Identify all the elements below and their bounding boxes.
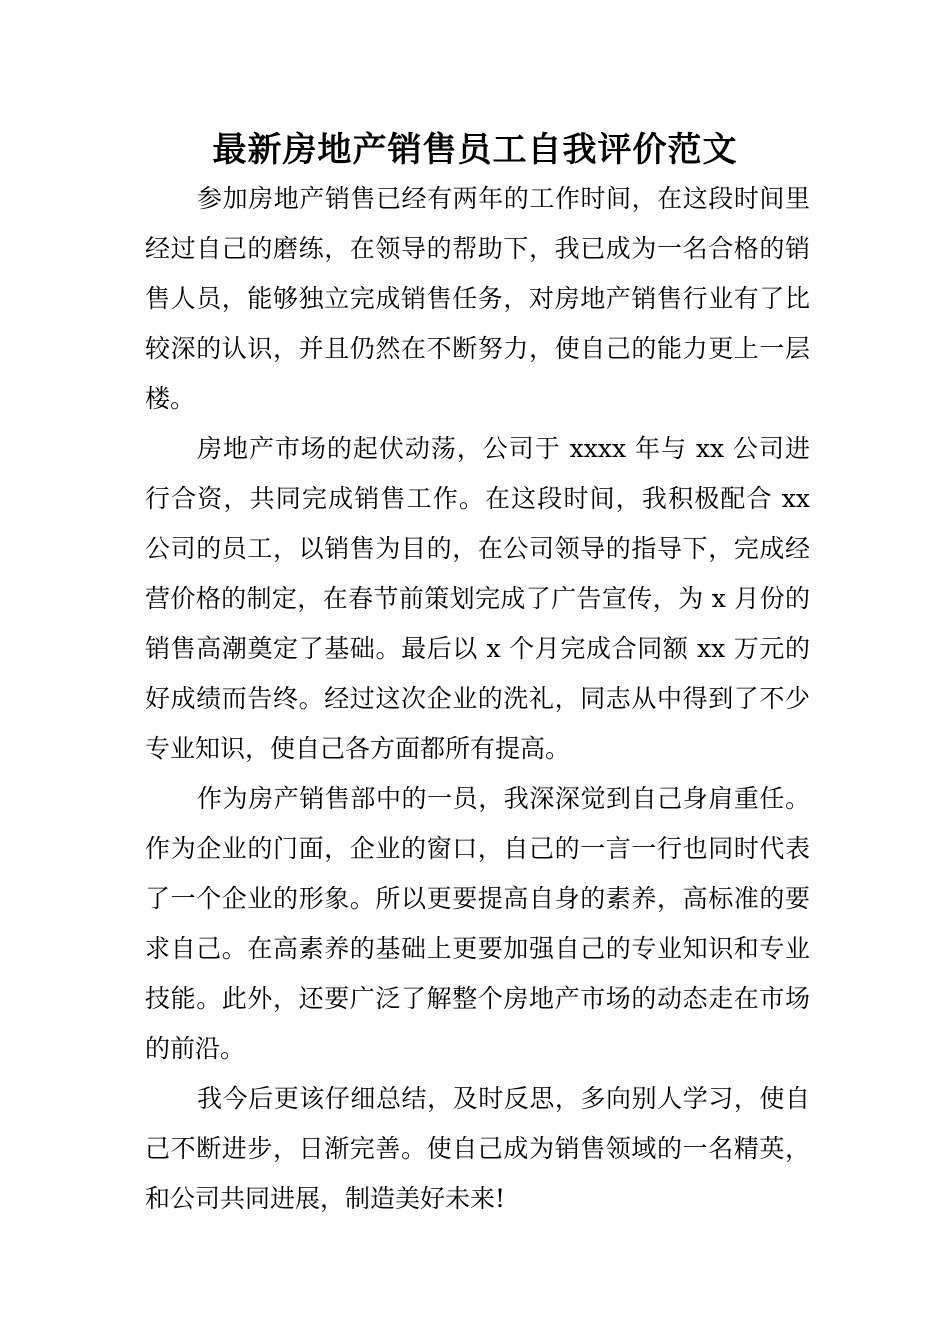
document-body — [145, 174, 810, 1224]
document-title: 最新房地产销售员工自我评价范文 — [212, 130, 738, 170]
paragraph-2: 房地产市场的起伏动荡，公司于 xxxx 年与 xx 公司进行合资，共同完成销售工作。在这段时间，我积极配合 xx 公司的员工，以销售为目的，在公司领导的指导下，完成经营价格的制定，在春节前策划完成了广告宣传，为 x 月份的销售高潮奠定了基础。最后以 x 个月完成合同额 xx 万元的好成绩而告终。经过这次企业的洗礼，同志从中得到了不少专业知识，使自己各方面都所有提高。 — [145, 434, 810, 763]
paragraph-3: 作为房产销售部中的一员，我深深觉到自己身肩重任。作为企业的门面，企业的窗口，自己的一言一行也同时代表了一个企业的形象。所以更要提高自身的素养，高标准的要求自己。在高素养的基础上更要加强自己的专业知识和专业技能。此外，还要广泛了解整个房地产市场的动态走在市场的前沿。 — [145, 784, 810, 1063]
paragraph-1: 参加房地产销售已经有两年的工作时间，在这段时间里经过自己的磨练，在领导的帮助下，我已成为一名合格的销售人员，能够独立完成销售任务，对房地产销售行业有了比较深的认识，并且仍然在不断努力，使自己的能力更上一层楼。 — [145, 184, 810, 413]
paragraph-4: 我今后更该仔细总结，及时反思，多向别人学习，使自己不断进步，日渐完善。使自己成为销售领域的一名精英，和公司共同进展，制造美好未来! — [145, 1084, 810, 1213]
